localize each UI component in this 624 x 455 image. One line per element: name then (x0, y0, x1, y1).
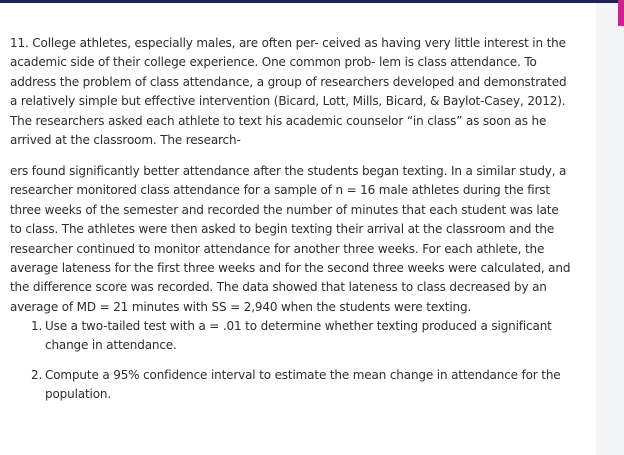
question-number-2: 2. (31, 368, 43, 382)
question-text-2: Compute a 95% confidence interval to estimate the mean change in attendance for the population. (45, 368, 561, 402)
question-list-2 (31, 366, 561, 405)
question-number-1: 1. (31, 319, 43, 333)
problem-intro-paragraph: 11. College athletes, especially males, are often per- ceived as having very little interest in the academic side of their college experience. One common prob- lem is class attendance. To address the problem of class attendance, a group of researchers developed and demonstrated a relatively simple but effective intervention (Bicard, Lott, Mills, Bicard, & Baylot-Casey, 2012). The researchers asked each athlete to text his academic counselor “in class” as soon as he arrived at the classroom. The research- (10, 36, 567, 148)
accent-bar (618, 0, 624, 26)
question-list-1 (31, 317, 552, 356)
question-item-2 (31, 366, 561, 405)
question-item-1 (31, 317, 552, 356)
problem-body-paragraph: ers found significantly better attendance after the students began texting. In a similar study, a researcher monitored class attendance for a sample of n = 16 male athletes during the first three weeks of the semester and recorded the number of minutes that each student was late to class. The athletes were then asked to begin texting their arrival at the classroom and the researcher continued to monitor attendance for another three weeks. For each athlete, the average lateness for the first three weeks and for the second three weeks were calculated, and the difference score was recorded. The data showed that lateness to class decreased by an average of MD = 21 minutes with SS = 2,940 when the students were texting. (10, 164, 571, 314)
question-text-1: Use a two-tailed test with a = .01 to determine whether texting produced a significant change in attendance. (45, 319, 552, 353)
